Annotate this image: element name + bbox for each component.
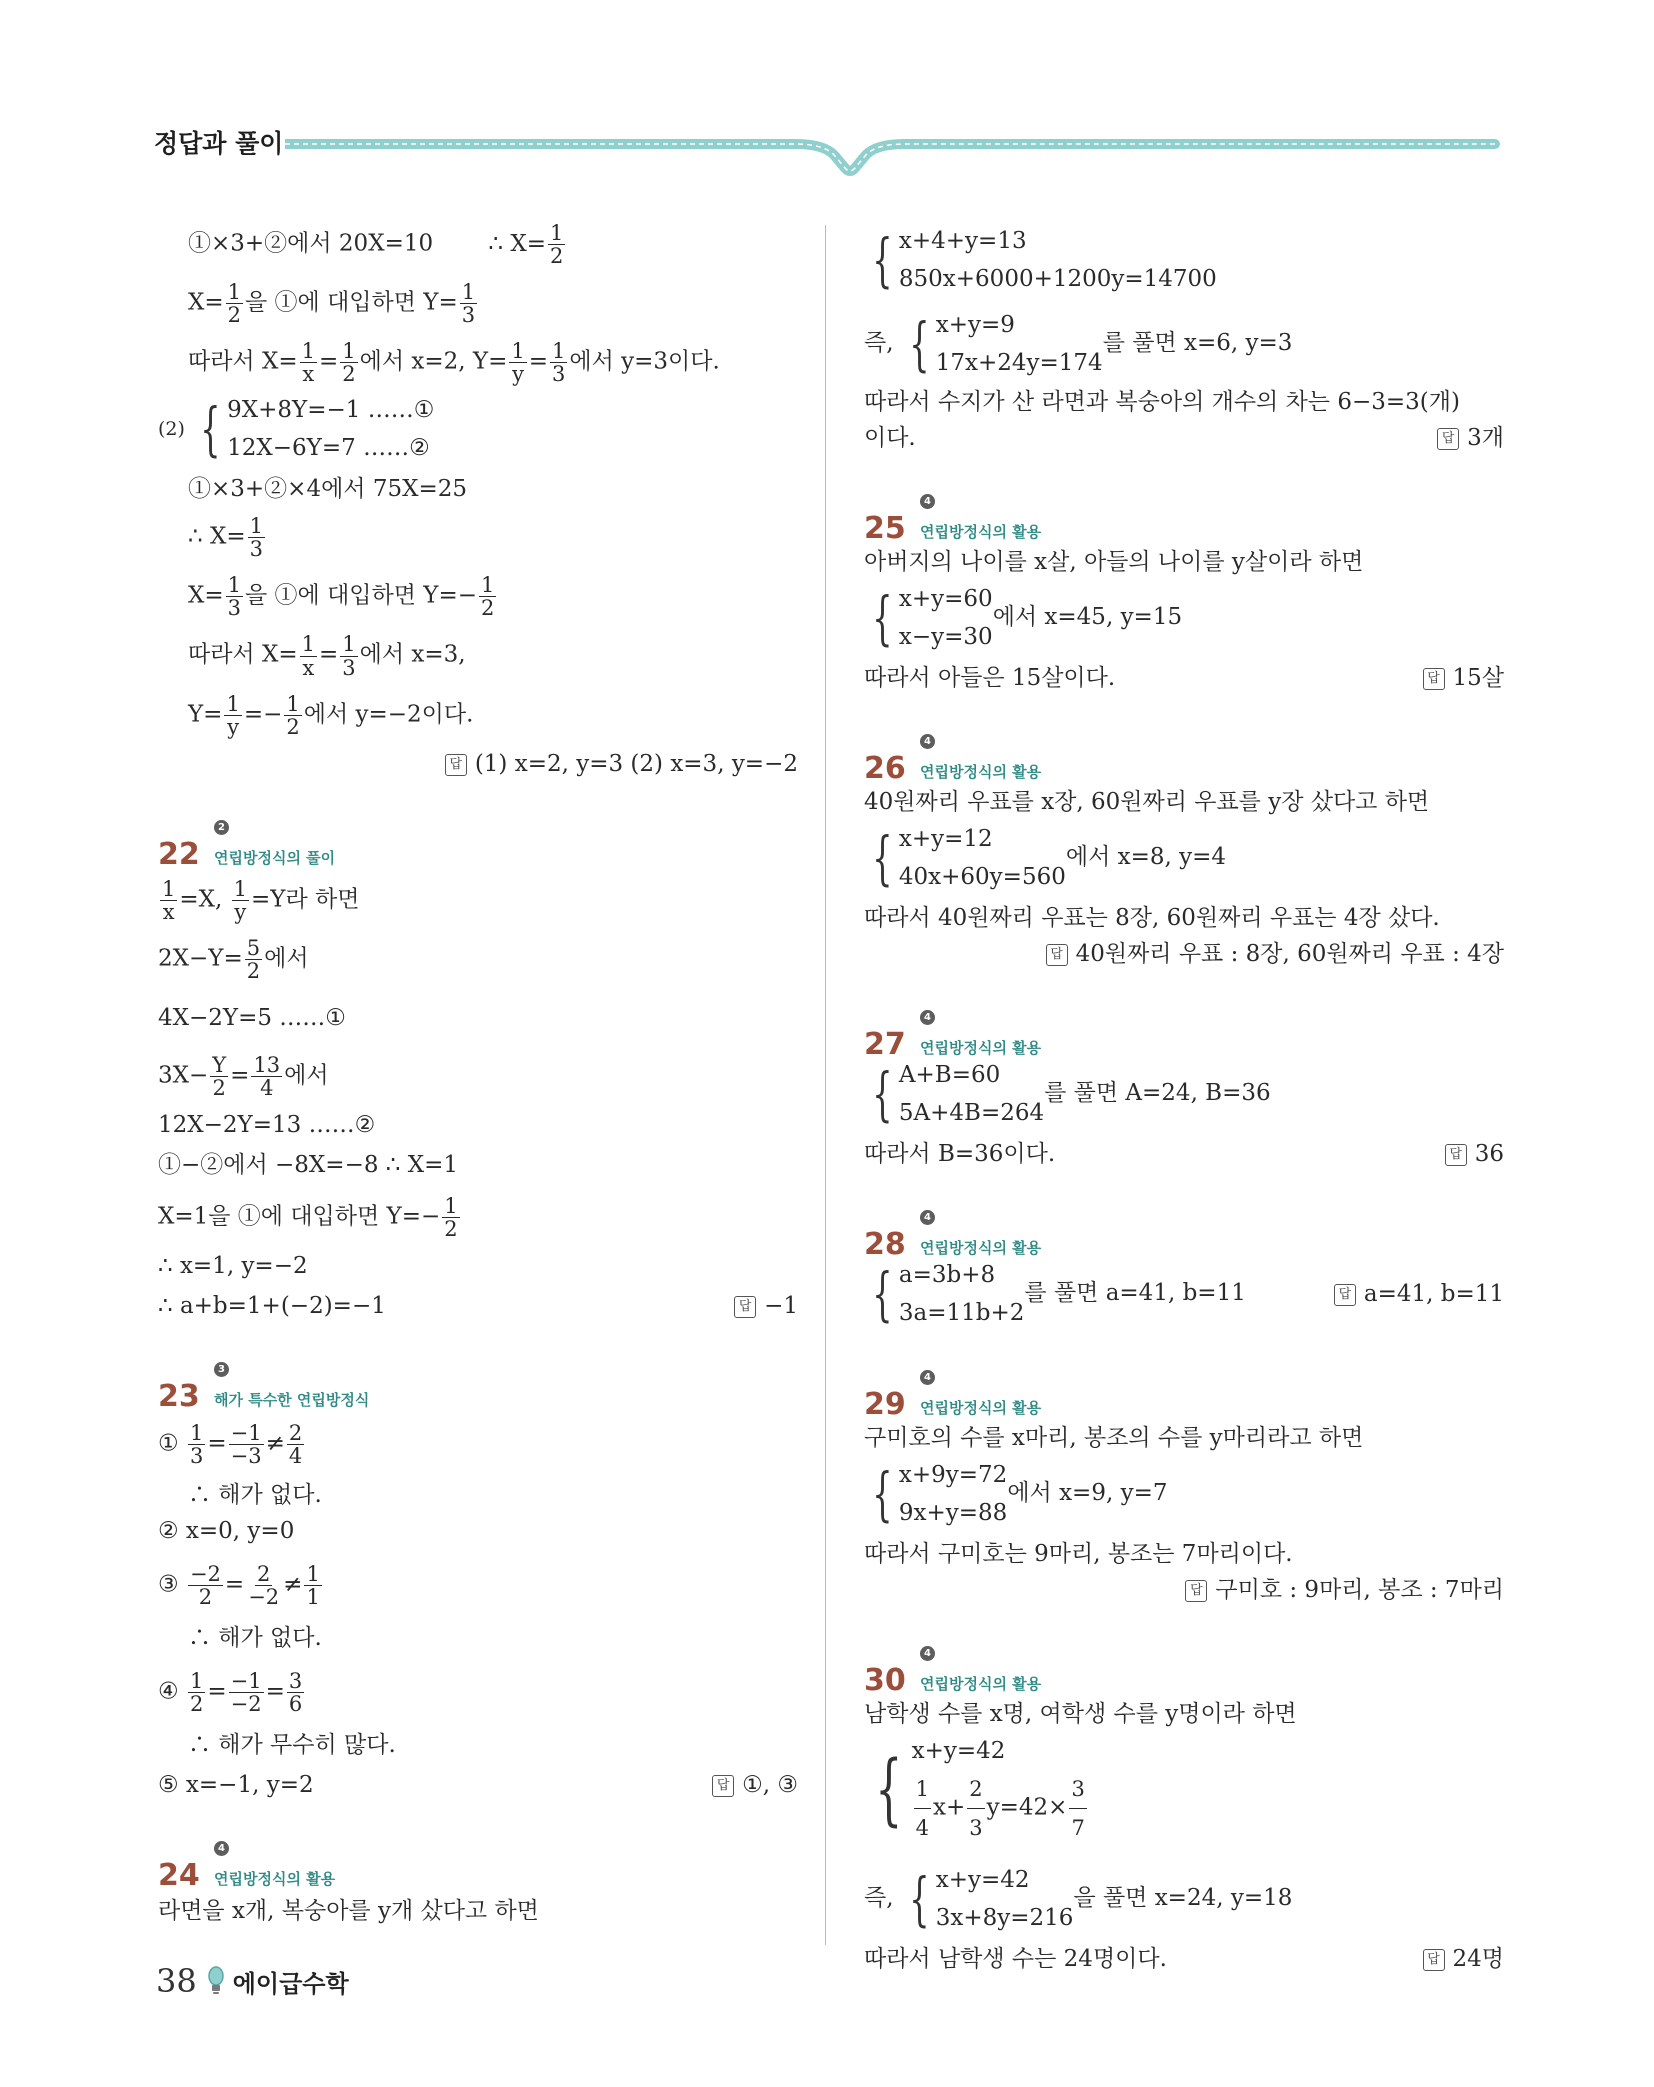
- text: 따라서 남학생 수는 24명이다.: [864, 1946, 1167, 1972]
- problem-number: 24: [158, 1858, 200, 1894]
- answer-icon: 답: [1334, 1284, 1356, 1306]
- text: 를 풀면 x=6, y=3: [1102, 330, 1293, 356]
- fraction: $\frac{2}{3}$: [967, 1770, 984, 1847]
- answer-text: 40원짜리 우표 : 8장, 60원짜리 우표 : 4장: [1075, 941, 1504, 967]
- problem-header-25: [864, 494, 1504, 548]
- problem-topic: 연립방정식의 활용: [920, 1039, 1042, 1057]
- solution-line: 따라서 구미호는 9마리, 봉조는 7마리이다.: [864, 1541, 1293, 1567]
- solution-line: ①×3+②×4에서 75X=25: [188, 476, 468, 503]
- fraction: $\frac{1}{x}$: [301, 632, 315, 680]
- fraction: $\frac{1}{3}$: [249, 514, 263, 562]
- text: 2X−Y=: [158, 945, 243, 972]
- fraction: $\frac{1}{3}$: [461, 280, 476, 328]
- answer: [1423, 660, 1505, 696]
- answer: [734, 1288, 798, 1324]
- solution-line: 40원짜리 우표를 x장, 60원짜리 우표를 y장 샀다고 하면: [864, 789, 1430, 815]
- solution-line: 라면을 x개, 복숭아를 y개 샀다고 하면: [158, 1898, 539, 1925]
- fraction: $\frac{3}{7}$: [1069, 1770, 1086, 1847]
- fraction: $\frac{1}{2}$: [550, 221, 564, 269]
- left-column: [158, 222, 798, 1929]
- fraction: $\frac{1}{y}$: [511, 339, 525, 387]
- solution-line: [158, 1563, 798, 1608]
- solution-line: 남학생 수를 x명, 여학생 수를 y명이라 하면: [864, 1701, 1297, 1727]
- level-badge: 4: [920, 494, 935, 509]
- system: { 9X+8Y=−1 ……① 12X−6Y=7 ……②: [200, 395, 435, 464]
- text: ∴ X=: [188, 523, 246, 550]
- system: { x+y=12 40x+60y=560: [872, 824, 1066, 892]
- text: =: [319, 348, 339, 375]
- fraction: $\frac{13}{4}$: [253, 1052, 281, 1100]
- problem-topic: 연립방정식의 풀이: [214, 848, 336, 867]
- solution-line: ∴ 해가 없다.: [188, 1482, 322, 1509]
- text: ≠: [265, 1430, 285, 1457]
- solution-line: [158, 693, 798, 738]
- text: 에서 x=9, y=7: [1007, 1480, 1168, 1506]
- fraction: $\frac{1}{x}$: [301, 339, 315, 387]
- answer: [712, 1767, 798, 1803]
- answer: [1445, 1136, 1504, 1172]
- level-badge: 4: [214, 1841, 229, 1856]
- fraction: $\frac{-1}{-2}$: [230, 1669, 262, 1717]
- fraction: $\frac{1}{1}$: [306, 1562, 320, 1610]
- text: Y=: [188, 701, 223, 728]
- lightbulb-icon: [207, 1966, 225, 1996]
- answer-line: [864, 936, 1504, 972]
- text: =: [207, 1430, 227, 1457]
- solution-line: [158, 574, 798, 619]
- solution-line: [158, 1670, 798, 1715]
- system: { x+y=42 $\frac{1}{4}$ x+ $\frac{2}{3}$ y=42× $\frac{3}{7}$: [864, 1732, 1089, 1847]
- fraction: $\frac{1}{2}$: [444, 1193, 458, 1241]
- equation-system: [864, 580, 1504, 656]
- solution-line: [158, 633, 798, 678]
- solution-line: [158, 1422, 798, 1467]
- problem-number: 25: [864, 511, 906, 546]
- text: ∴ X=: [488, 230, 547, 257]
- level-badge: 4: [920, 1210, 935, 1225]
- problem-header-22: [158, 820, 798, 874]
- text: 따라서 B=36이다.: [864, 1141, 1056, 1167]
- fraction: $\frac{-2}{2}$: [189, 1562, 221, 1610]
- problem-number: 30: [864, 1663, 906, 1698]
- solution-line: ∴ 해가 무수히 많다.: [188, 1732, 396, 1759]
- problem-number: 27: [864, 1027, 906, 1062]
- equation-system: [864, 1456, 1504, 1532]
- answer: [1437, 420, 1504, 456]
- brand-logo: 에이급수학: [232, 1969, 349, 1998]
- solution-line: 12X−2Y=13 ……②: [158, 1111, 376, 1138]
- text: 을 풀면 x=24, y=18: [1073, 1885, 1293, 1911]
- text: 에서 y=3이다.: [569, 348, 720, 375]
- text: =Y라 하면: [251, 886, 360, 913]
- problem-topic: 연립방정식의 활용: [920, 1399, 1042, 1417]
- answer-icon: 답: [712, 1775, 734, 1797]
- system: { x+y=42 3x+8y=216: [909, 1865, 1074, 1933]
- fraction: $\frac{-1}{-3}$: [230, 1421, 262, 1469]
- text: =: [230, 1062, 250, 1089]
- solution-line: ② x=0, y=0: [158, 1518, 295, 1545]
- solution-line: [864, 420, 1504, 456]
- solution-line: 따라서 수지가 산 라면과 복숭아의 개수의 차는 6−3=3(개): [864, 389, 1460, 415]
- answer-text: 24명: [1452, 1946, 1504, 1972]
- level-badge: 3: [214, 1362, 229, 1377]
- fraction: $\frac{1}{y}$: [226, 691, 240, 739]
- problem-number: 22: [158, 836, 200, 872]
- solution-line: [158, 340, 798, 385]
- fraction: $\frac{5}{2}$: [246, 935, 261, 983]
- fraction: $\frac{1}{x}$: [162, 876, 176, 924]
- text: =: [319, 642, 339, 669]
- text: 을 ①에 대입하면 Y=−: [245, 582, 477, 609]
- solution-line: [864, 660, 1504, 696]
- answer-icon: 답: [1445, 1144, 1467, 1166]
- right-column: [864, 222, 1504, 1977]
- text: =X,: [179, 886, 230, 913]
- text: 따라서 아들은 15살이다.: [864, 665, 1116, 691]
- problem-topic: 해가 특수한 연립방정식: [214, 1391, 370, 1410]
- problem-topic: 연립방정식의 활용: [920, 1675, 1042, 1693]
- problem-header-24: [158, 1841, 798, 1895]
- footer: [156, 1962, 349, 2000]
- fraction: $\frac{2}{4}$: [288, 1421, 303, 1469]
- problem-topic: 연립방정식의 활용: [920, 763, 1042, 781]
- solution-line: ∴ 해가 없다.: [188, 1625, 322, 1652]
- solution-line: [158, 1288, 798, 1324]
- level-badge: 2: [214, 820, 229, 835]
- answer-text: −1: [764, 1293, 798, 1320]
- text: 3X−: [158, 1062, 209, 1089]
- text: (2): [158, 418, 185, 441]
- solution-line: [158, 281, 798, 326]
- solution-line: 따라서 40원짜리 우표는 8장, 60원짜리 우표는 4장 샀다.: [864, 905, 1440, 931]
- answer-text: 3개: [1467, 425, 1504, 451]
- text: =: [224, 1571, 245, 1598]
- text: 따라서 X=: [188, 642, 298, 669]
- fraction: $\frac{1}{y}$: [233, 876, 248, 924]
- answer-text: ①, ③: [742, 1772, 798, 1799]
- page-number: 38: [156, 1962, 197, 2000]
- problem-header-26: [864, 734, 1504, 788]
- fraction: $\frac{3}{6}$: [288, 1669, 303, 1717]
- solution-line: [158, 1767, 798, 1803]
- level-badge: 4: [920, 1010, 935, 1025]
- fraction: $\frac{1}{2}$: [286, 691, 300, 739]
- text: X=: [188, 289, 224, 316]
- solution-line: 아버지의 나이를 x살, 아들의 나이를 y살이라 하면: [864, 549, 1364, 575]
- answer-icon: 답: [445, 754, 467, 776]
- text: 에서 x=2, Y=: [359, 348, 508, 375]
- text: ⑤ x=−1, y=2: [158, 1772, 314, 1799]
- text: 을 ①에 대입하면 Y=: [245, 289, 458, 316]
- text: 에서: [284, 1062, 329, 1089]
- text: =: [265, 1678, 285, 1705]
- level-badge: 4: [920, 1646, 935, 1661]
- text: =−: [243, 701, 283, 728]
- answer: [1423, 1941, 1505, 1977]
- problem-number: 29: [864, 1387, 906, 1422]
- fraction: $\frac{2}{-2}$: [248, 1562, 280, 1610]
- solution-line: [158, 937, 798, 982]
- text: ①×3+②에서 20X=10: [188, 230, 434, 257]
- text: 를 풀면 A=24, B=36: [1044, 1080, 1271, 1106]
- text: 에서: [264, 945, 309, 972]
- problem-topic: 연립방정식의 활용: [214, 1870, 336, 1889]
- level-badge: 4: [920, 1370, 935, 1385]
- system: { A+B=60 5A+4B=264: [872, 1060, 1045, 1128]
- equation-system: [864, 1256, 1504, 1332]
- text: 에서 y=−2이다.: [303, 701, 474, 728]
- text: 따라서 X=: [188, 348, 298, 375]
- equation-system: [864, 1861, 1504, 1937]
- problem-number: 26: [864, 751, 906, 786]
- answer-icon: 답: [1046, 944, 1068, 966]
- text: ≠: [283, 1571, 303, 1598]
- problem-header-30: [864, 1646, 1504, 1700]
- problem-number: 28: [864, 1227, 906, 1262]
- answer-line: [864, 1572, 1504, 1608]
- system: { x+y=9 17x+24y=174: [909, 310, 1103, 378]
- problem-header-23: [158, 1362, 798, 1416]
- problem-header-29: [864, 1370, 1504, 1424]
- solution-line: [158, 1195, 798, 1240]
- answer-text: a=41, b=11: [1363, 1281, 1504, 1307]
- column-divider: [825, 225, 826, 1945]
- problem-number: 23: [158, 1379, 200, 1415]
- answer-icon: 답: [734, 1296, 756, 1318]
- solution-line: ①−②에서 −8X=−8 ∴ X=1: [158, 1151, 459, 1178]
- text: 에서 x=8, y=4: [1065, 844, 1227, 870]
- text: X=1을 ①에 대입하면 Y=−: [158, 1203, 441, 1230]
- text: 에서 x=3,: [359, 642, 466, 669]
- equation-system: [864, 306, 1504, 382]
- solution-line: [864, 1941, 1504, 1977]
- problem-topic: 연립방정식의 활용: [920, 1239, 1042, 1257]
- equation-system: [864, 820, 1504, 896]
- solution-line: [158, 515, 798, 560]
- problem-topic: 연립방정식의 활용: [920, 523, 1042, 541]
- solution-line: 4X−2Y=5 ……①: [158, 1004, 346, 1031]
- answer-icon: 답: [1185, 1580, 1207, 1602]
- answer-line: [158, 746, 798, 782]
- text: 이다.: [864, 425, 916, 451]
- answer-text: 구미호 : 9마리, 봉조 : 7마리: [1215, 1577, 1504, 1603]
- fraction: $\frac{1}{4}$: [914, 1770, 931, 1847]
- fraction: $\frac{1}{3}$: [342, 632, 356, 680]
- answer-icon: 답: [1423, 668, 1445, 690]
- answer: [1334, 1276, 1504, 1312]
- fraction: $\frac{Y}{2}$: [212, 1052, 227, 1100]
- text: =: [207, 1678, 227, 1705]
- fraction: $\frac{1}{2}$: [342, 339, 356, 387]
- equation-system: [158, 391, 798, 467]
- text: 를 풀면 a=41, b=11: [1024, 1280, 1246, 1306]
- text: X=: [188, 582, 224, 609]
- fraction: $\frac{1}{2}$: [227, 280, 242, 328]
- solution-line: [864, 1136, 1504, 1172]
- answer-text: 36: [1474, 1141, 1504, 1167]
- fraction: $\frac{1}{3}$: [189, 1421, 204, 1469]
- fraction: $\frac{1}{2}$: [481, 573, 495, 621]
- text: ③: [158, 1571, 179, 1598]
- solution-line: [158, 878, 798, 923]
- equation-system: [864, 1056, 1504, 1132]
- solution-line: [158, 1054, 798, 1099]
- system: { x+4+y=13 850x+6000+1200y=14700: [872, 226, 1217, 294]
- equation-system: [864, 222, 1504, 298]
- solution-line: 구미호의 수를 x마리, 봉조의 수를 y마리라고 하면: [864, 1425, 1364, 1451]
- answer-icon: 답: [1423, 1949, 1445, 1971]
- system: { a=3b+8 3a=11b+2: [872, 1260, 1025, 1328]
- text: ①: [158, 1430, 179, 1457]
- equation-system: [864, 1732, 1504, 1847]
- system: { x+9y=72 9x+y=88: [872, 1460, 1008, 1528]
- text: 에서 x=45, y=15: [992, 604, 1183, 630]
- text: 즉,: [864, 1885, 894, 1911]
- answer-text: (1) x=2, y=3 (2) x=3, y=−2: [474, 750, 798, 777]
- header-title: 정답과 풀이: [154, 129, 284, 158]
- text: ④: [158, 1678, 179, 1705]
- level-badge: 4: [920, 734, 935, 749]
- fraction: $\frac{1}{3}$: [227, 573, 242, 621]
- solution-line: ∴ x=1, y=−2: [158, 1253, 308, 1280]
- text: 즉,: [864, 330, 894, 356]
- answer-icon: 답: [1437, 428, 1459, 450]
- text: =: [528, 348, 549, 375]
- answer-text: 15살: [1452, 665, 1504, 691]
- fraction: $\frac{1}{2}$: [189, 1669, 204, 1717]
- system: { x+y=60 x−y=30: [872, 584, 993, 652]
- solution-line: [158, 222, 798, 267]
- header-ribbon: [285, 136, 1500, 178]
- text: ∴ a+b=1+(−2)=−1: [158, 1293, 386, 1320]
- fraction: $\frac{1}{3}$: [552, 339, 566, 387]
